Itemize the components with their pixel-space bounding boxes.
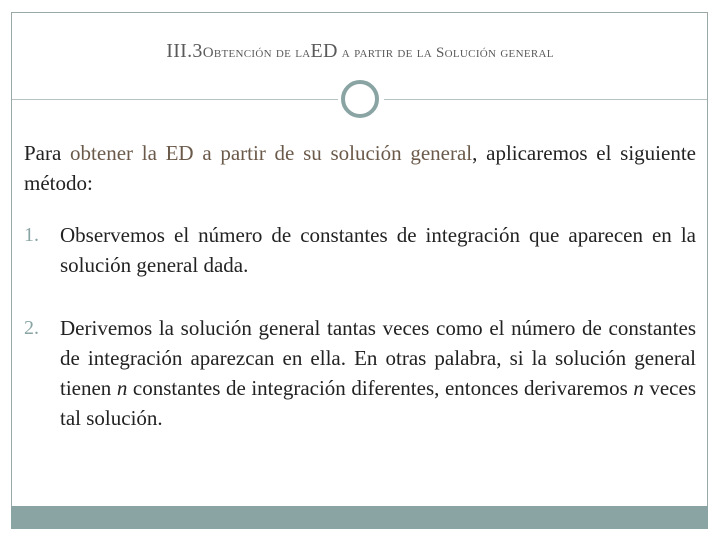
title-solucion: Solución general: [436, 45, 554, 61]
title-part-1: Obtención de la: [202, 45, 311, 61]
variable-n: n: [116, 376, 128, 400]
list-item: [24, 220, 696, 280]
slide-body: [24, 138, 696, 433]
list-number: 2.: [24, 317, 39, 339]
divider-right: [384, 99, 707, 100]
list-item-text: Observemos el número de constantes de integración que aparecen en la solución general dada.: [60, 223, 696, 277]
intro-prefix: Para: [24, 141, 71, 165]
intro-paragraph: [24, 138, 696, 198]
intro-highlight: obtener la ED a partir de su solución general: [70, 141, 473, 165]
list-number: 1.: [24, 224, 39, 246]
intro-suffix: , aplicaremos el siguiente método:: [24, 141, 696, 195]
list-item-text-c: veces tal solución.: [60, 376, 697, 430]
variable-n: n: [633, 376, 644, 400]
list-item-text-b: constantes de integración diferentes, entonces derivaremos: [127, 376, 634, 400]
title-prefix: III.3: [166, 40, 203, 62]
title-ed: ED: [310, 40, 338, 62]
list-item-text-a: Derivemos la solución general tantas veces como el número de constantes de integración aparezcan en ella. En otras palabra, si la solución general tienen: [60, 316, 696, 400]
divider-circle-icon: [341, 80, 379, 118]
slide-title: [0, 40, 720, 63]
list-item: [24, 313, 696, 433]
title-part-2: a partir de la: [337, 45, 437, 61]
divider-left: [12, 99, 338, 100]
footer-bar: [11, 506, 708, 529]
